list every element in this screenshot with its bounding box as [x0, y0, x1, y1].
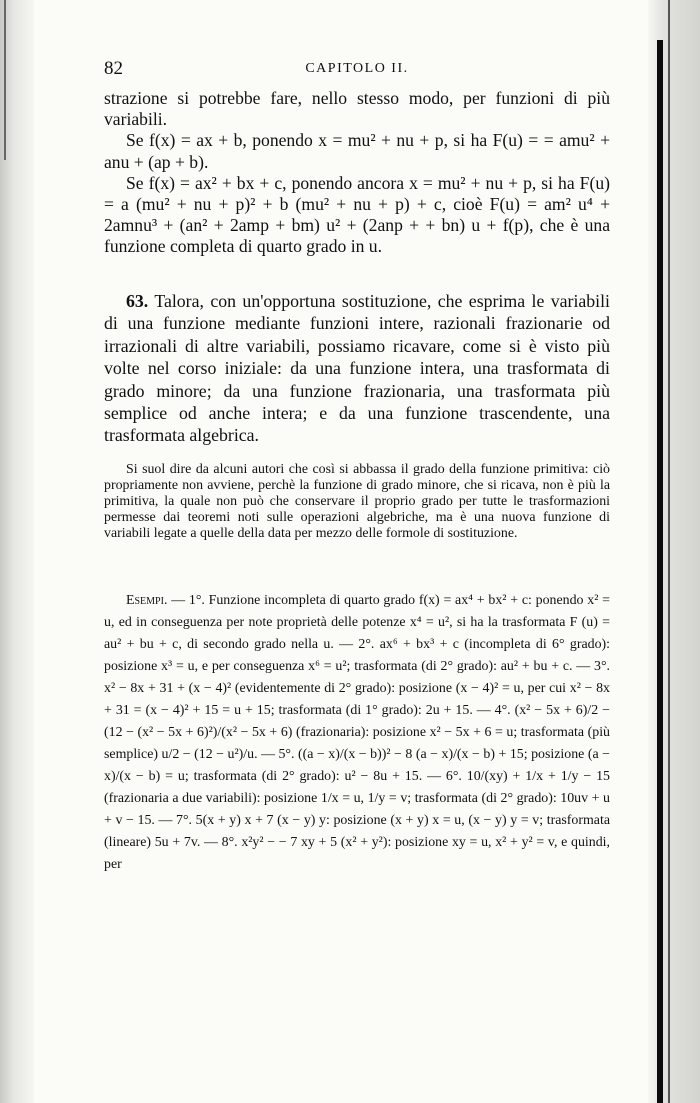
page-number: 82 — [104, 58, 123, 79]
paragraph-p5: Si suol dire da alcuni autori che così si abbassa il grado della funzione primitiva: ciò propriamente non avviene, perchè la funzione di grado minore, che si ricava, non è più la primitiva, la quale non può che conservare il proprio grado per tutte le trasformazioni permesse dai teoremi noti sulle operazioni algebriche, ma è una nuova funzione di variabili legate a quelle della data per mezzo delle formole di sostituzione. — [104, 462, 610, 541]
small-print-note — [104, 462, 610, 542]
paragraph-continuation — [104, 88, 610, 258]
paragraph-p3: Se f(x) = ax² + bx + c, ponendo ancora x = mu² + nu + p, si ha F(u) = a (mu² + nu + p)² + b (mu² + nu + p) + c, cioè F(u) = am² u⁴ + 2amnu³ + (an² + 2amp + bm) u² + (2anp + + bn) u + f(p), che è una funzione completa di quarto grado in u. — [104, 172, 610, 257]
examples-block — [104, 590, 610, 876]
right-spine-edge — [657, 40, 663, 1103]
right-spine-edge-secondary — [668, 0, 670, 1103]
section-63-text: Talora, con un'opportuna sostituzione, che esprima le variabili di una funzione mediante funzioni intere, razionali frazionarie od irrazionali di altre variabili, possiamo ricavare, come si è visto più volte nel corso iniziale: da una funzione intera, una trasformata di grado minore; da una funzione frazionaria, una trasformata più semplice od anche intera; e da una funzione trascendente, una trasformata algebrica. — [104, 291, 610, 446]
paragraph-p1: strazione si potrebbe fare, nello stesso modo, per funzioni di più variabili. — [104, 88, 610, 130]
examples-paragraph — [104, 590, 610, 876]
section-63 — [104, 290, 610, 447]
right-spine-shadow — [648, 0, 700, 1103]
left-binding-edge — [4, 0, 6, 160]
examples-label: Esempi. — [126, 593, 168, 608]
examples-text: — 1°. Funzione incompleta di quarto grado f(x) = ax⁴ + bx² + c: ponendo x² = u, ed in conseguenza per note proprietà delle potenze x⁴ = u², si ha la trasformata F (u) = au² + bu + c, di secondo grado nella u. — 2°. ax⁶ + bx³ + c (incompleta di 6° grado): posizione x³ = u, e per conseguenza x⁶ = u²; trasformata (di 2° grado): au² + bu + c. — 3°. x² − 8x + 31 + (x − 4)² (evidentemente di 2° grado): posizione (x − 4)² = u, per cui x² − 8x + 31 = (x − 4)² + 15 = u + 15; trasformata (di 1° grado): 2u + 15. — 4°. (x² − 5x + 6)/2 − (12 − (x² − 5x + 6)²)/(x² − 5x + 6) (frazionaria): posizione x² − 5x + 6 = u; trasformata (più semplice) u/2 − (12 − u²)/u. — 5°. ((a − x)/(x − b))² − 8 (a − x)/(x − b) + 15; posizione (a − x)/(x − b) = u; trasformata (di 2° grado): u² − 8u + 15. — 6°. 10/(xy) + 1/x + 1/y − 15 (frazionaria a due variabili): posizione 1/x = u, 1/y = v; trasformata (di 2° grado): 10uv + u + v − 15. — 7°. 5(x + y) x + 7 (x − y) y: posizione (x + y) x = u, (x − y) y = v; trasformata (lineare) 5u + 7v. — 8°. x²y² − − 7 xy + 5 (x² + y²): posizione xy = u, x² + y² = v, e quindi, per — [104, 593, 610, 872]
running-title: CAPITOLO II. — [305, 61, 409, 76]
section-number: 63. — [126, 291, 149, 311]
paragraph-p2: Se f(x) = ax + b, ponendo x = mu² + nu + p, si ha F(u) = = amu² + anu + (ap + b). — [104, 130, 610, 172]
left-binding-shadow — [0, 0, 34, 1103]
page-header — [104, 58, 610, 80]
section-63-paragraph — [104, 290, 610, 447]
